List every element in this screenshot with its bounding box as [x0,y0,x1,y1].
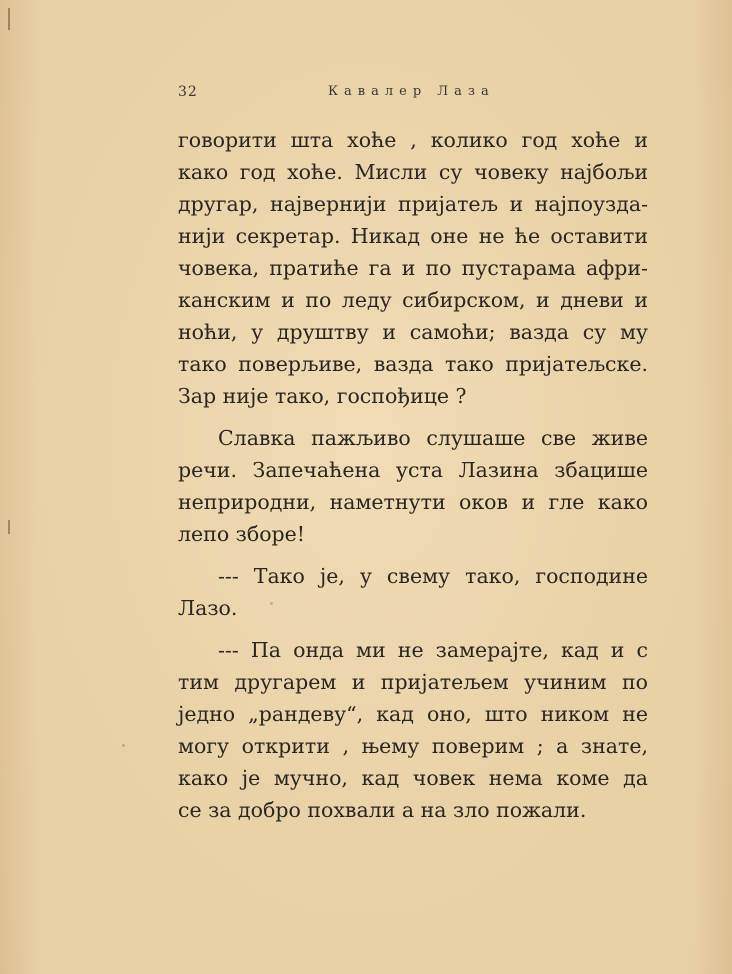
text-line: како год хоће. Мисли су човеку најбољи [178,160,648,184]
text-line: другар, највернији пријатељ и најпоузда- [178,192,648,216]
text-line: --- Па онда ми не замерајте, кад и с [218,638,648,662]
page-header [178,84,648,104]
text-line: --- Тако је, у свему тако, господине [218,564,648,588]
text-line: тим другарем и пријатељем учиним по [178,670,648,694]
text-line: лепо зборе! [178,522,306,546]
text-line: нији секретар. Никад оне не ће оставити [178,224,648,248]
paragraph [178,560,648,624]
text-line: Лазо. [178,596,238,620]
paragraph [178,124,648,412]
text-line: говорити шта хоће , колико год хоће и [178,128,648,152]
paper-spot [122,744,125,747]
text-line: Зар није тако, госпођице ? [178,384,467,408]
text-line: канским и по леду сибирском, и дневи и [178,288,648,312]
text-line: Славка пажљиво слушаше све живе [218,426,648,450]
body-text [178,124,648,826]
text-line: речи. Запечаћена уста Лазина збацише [178,458,648,482]
text-line: једно „рандеву“, кад оно, што ником не [178,702,648,726]
text-line: ноћи, у друштву и самоћи; вазда су му [178,320,648,344]
paragraph [178,422,648,550]
page-edge-mark [8,8,10,30]
paragraph [178,634,648,826]
text-line: неприродни, наметнути оков и гле како [178,490,648,514]
text-line: се за добро похвали а на зло пожали. [178,798,587,822]
text-line: тако поверљиве, вазда тако пријатељске. [178,352,648,376]
text-line: могу открити , њему поверим ; а знате, [178,734,648,758]
page-edge-mark [8,520,10,534]
text-line: човека, пратиће га и по пустарама афри- [178,256,648,280]
page-number: 32 [178,84,198,100]
text-line: како је мучно, кад човек нема коме да [178,766,648,790]
running-title: Кавалер Лаза [328,84,495,99]
